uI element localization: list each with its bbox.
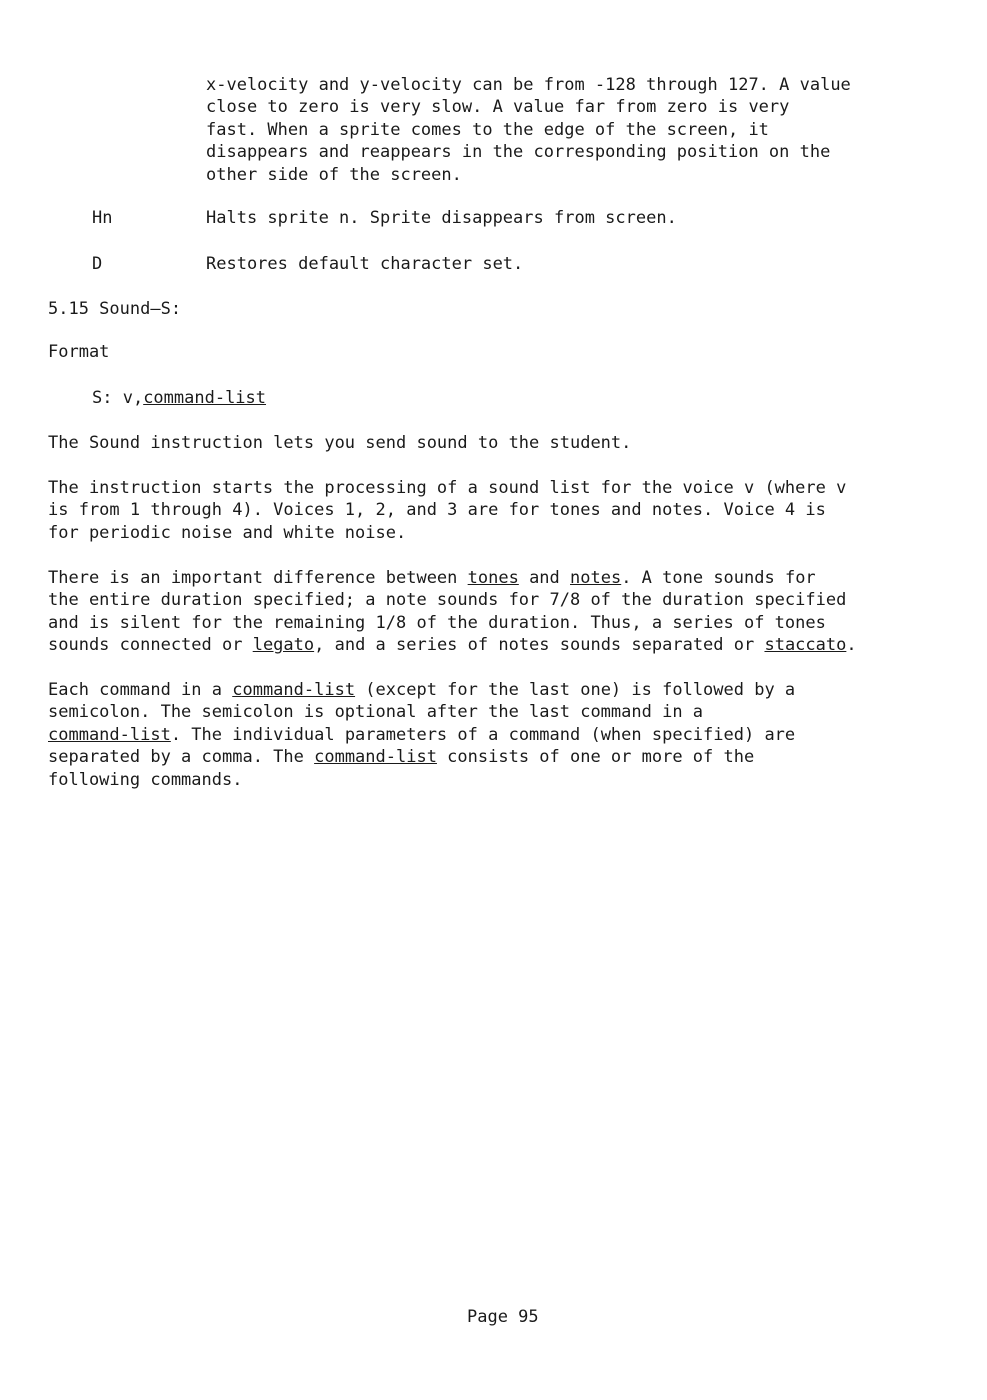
format-label: Format [48, 342, 110, 362]
syntax-line [92, 387, 266, 409]
velocity-paragraph [206, 74, 851, 186]
text-run: and [518, 568, 571, 588]
syntax-argument: command-list [143, 388, 267, 408]
syntax-prefix: S: v, [92, 388, 144, 408]
paragraph-line: and is silent for the remaining 1/8 of the duration. Thus, a series of tones [48, 612, 826, 633]
term-staccato: staccato [764, 635, 847, 656]
command-list-paragraph [48, 679, 795, 791]
paragraph-line: x-velocity and y-velocity can be from -128 through 127. A value [206, 75, 851, 95]
paragraph-line: for periodic noise and white noise. [48, 522, 407, 543]
paragraph-line: following commands. [48, 769, 243, 790]
paragraph-line: the entire duration specified; a note sounds for 7/8 of the duration specified [48, 590, 847, 611]
command-description-hn: Halts sprite n. Sprite disappears from screen. [206, 208, 677, 228]
paragraph-line: The instruction starts the processing of a sound list for the voice v (where v [48, 478, 847, 498]
term-command-list: command-list [232, 680, 356, 700]
sound-intro-paragraph: The Sound instruction lets you send sound to the student. [48, 433, 632, 453]
paragraph-line: disappears and reappears in the corresponding position on the [206, 142, 831, 163]
text-run: There is an important difference between [48, 568, 468, 588]
voice-paragraph [48, 477, 846, 544]
term-notes: notes [570, 568, 622, 588]
text-run: , and a series of notes sounds separated or [314, 635, 765, 656]
section-heading: 5.15 Sound—S: [48, 299, 182, 319]
text-run: . The individual parameters of a command (when specified) are [170, 724, 796, 745]
term-tones: tones [467, 568, 519, 588]
text-run: (except for the last one) is followed by a [355, 680, 796, 700]
paragraph-line: semicolon. The semicolon is optional after the last command in a [48, 702, 704, 723]
paragraph-line: fast. When a sprite comes to the edge of the screen, it [206, 119, 769, 140]
paragraph-line [48, 746, 795, 768]
paragraph-line [48, 679, 795, 701]
paragraph-line: close to zero is very slow. A value far from zero is very [206, 97, 790, 118]
paragraph-line: is from 1 through 4). Voices 1, 2, and 3 are for tones and notes. Voice 4 is [48, 500, 826, 521]
paragraph-line [48, 634, 857, 656]
text-run: . A tone sounds for [621, 568, 816, 588]
text-run: consists of one or more of the [436, 747, 755, 768]
text-run: Each command in a [48, 680, 233, 700]
command-description-d: Restores default character set. [206, 254, 524, 274]
text-run: sounds connected or [48, 635, 253, 656]
term-command-list: command-list [314, 747, 437, 768]
command-code-hn: Hn [92, 208, 113, 228]
paragraph-line [48, 724, 795, 746]
paragraph-line: other side of the screen. [206, 164, 462, 185]
text-run: . [846, 635, 857, 656]
tones-notes-paragraph [48, 567, 857, 657]
text-run: separated by a comma. The [48, 747, 315, 768]
command-code-d: D [92, 254, 103, 274]
page-number: Page 95 [467, 1307, 539, 1327]
term-command-list: command-list [48, 724, 171, 745]
paragraph-line [48, 567, 857, 589]
term-legato: legato [252, 635, 315, 656]
